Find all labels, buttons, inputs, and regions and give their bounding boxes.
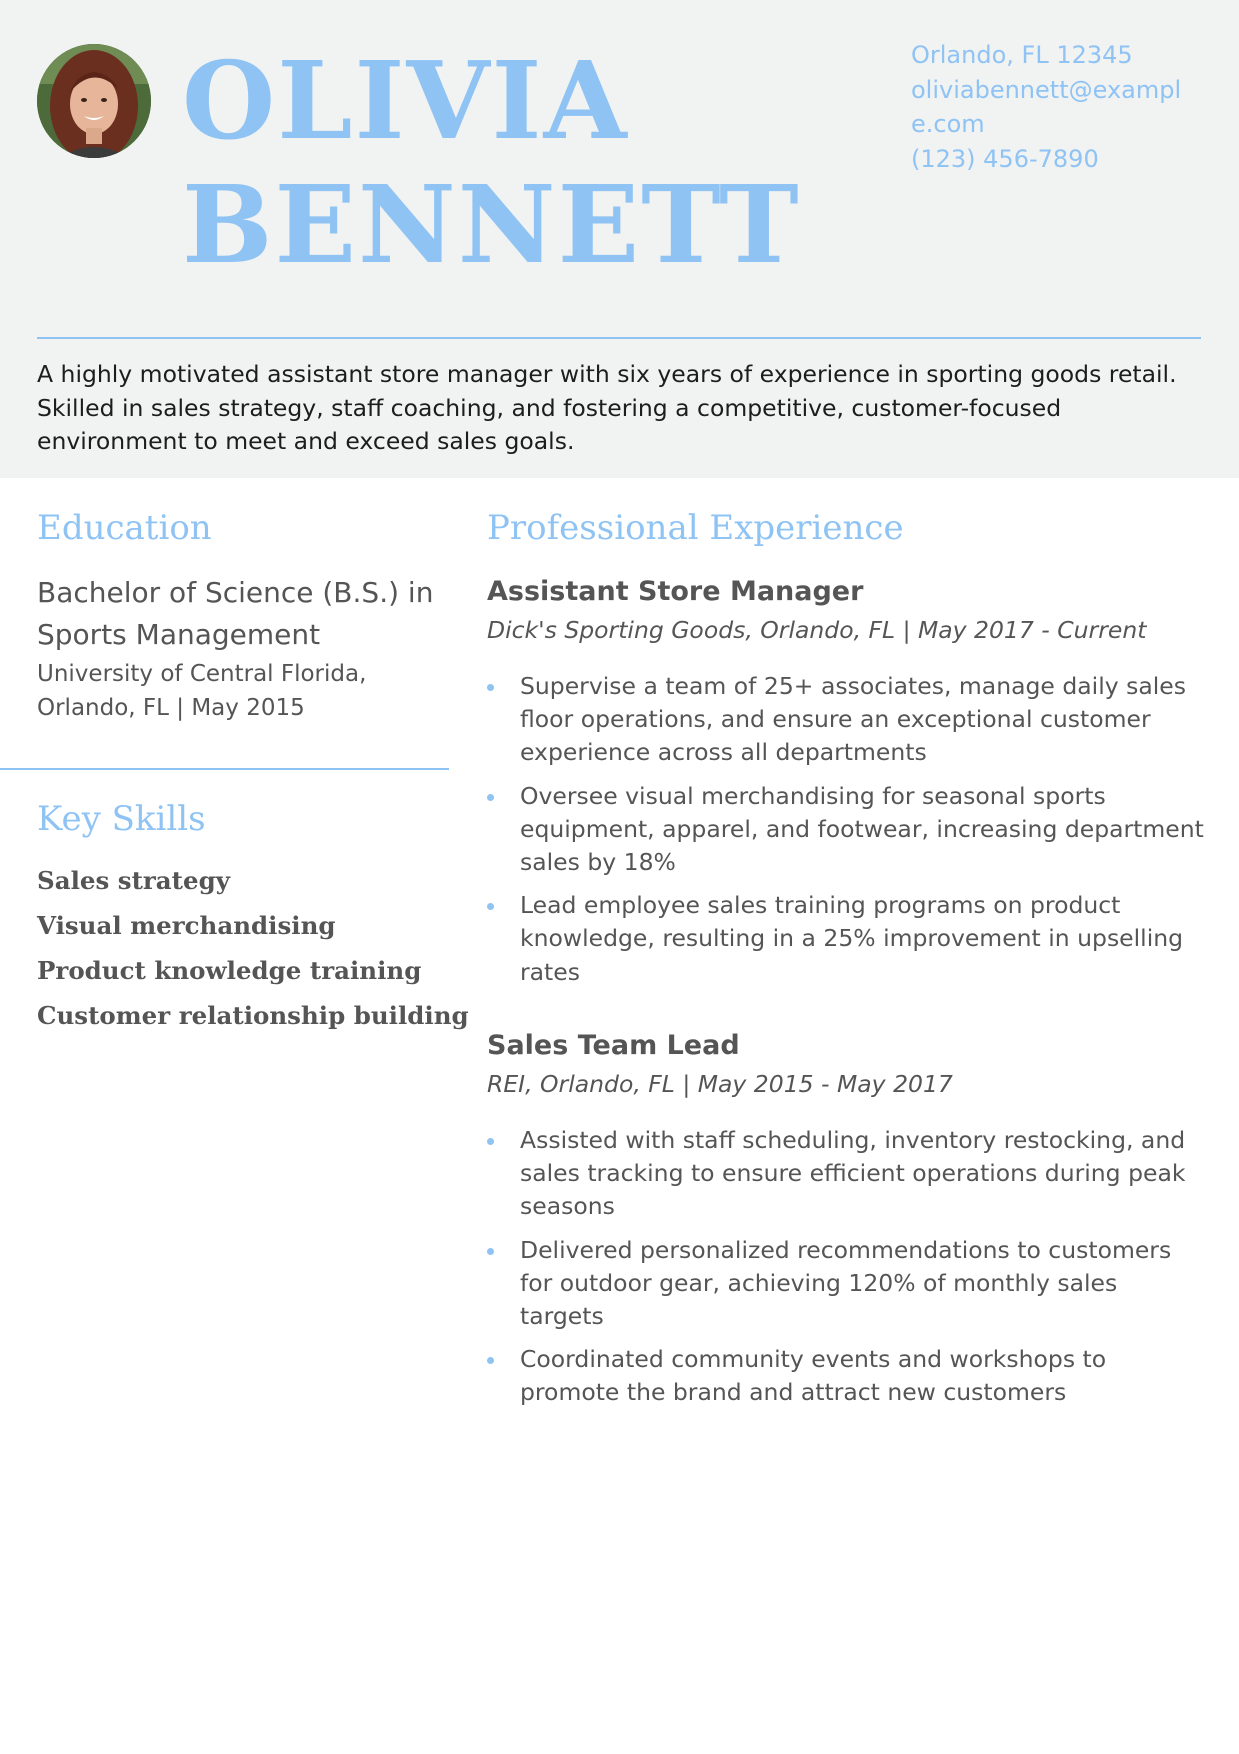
- job-bullet-text: Delivered personalized recommendations to customers for outdoor gear, achieving 120% of monthly sales targets: [520, 1235, 1172, 1331]
- education-heading: Education: [37, 508, 212, 548]
- last-name: BENNETT: [182, 163, 801, 288]
- bullet-dot-icon: [487, 1248, 494, 1255]
- summary-text: A highly motivated assistant store manager with six years of experience in sporting goods retail. Skilled in sales strategy, staff coaching, and fostering a competitive, customer-focused environment to meet and exceed sales goals.: [37, 360, 1177, 455]
- job-bullet-text: Supervise a team of 25+ associates, manage daily sales floor operations, and ensure an exceptional customer experience across all departments: [520, 672, 1186, 767]
- contact-phone[interactable]: (123) 456-7890: [911, 144, 1099, 173]
- bullet-dot-icon: [487, 1357, 494, 1364]
- skill-item: Sales strategy: [37, 866, 230, 895]
- skill-item: Visual merchandising: [37, 911, 336, 940]
- skill-item: Customer relationship building: [37, 1001, 469, 1030]
- skills-heading: Key Skills: [37, 799, 206, 839]
- job-bullet-text: Assisted with staff scheduling, inventory restocking, and sales tracking to ensure efficient operations during peak seasons: [520, 1126, 1186, 1221]
- candidate-name: [182, 40, 801, 288]
- education-degree: Bachelor of Science (B.S.) in Sports Management: [37, 576, 434, 651]
- first-name: OLIVIA: [182, 39, 629, 164]
- header-divider: [37, 337, 1201, 339]
- bullet-dot-icon: [487, 684, 494, 691]
- job-bullet-text: Coordinated community events and workshops to promote the brand and attract new customers: [520, 1345, 1107, 1407]
- contact-info: [911, 38, 1201, 176]
- bullet-dot-icon: [487, 794, 494, 801]
- education-school: University of Central Florida, Orlando, FL | May 2015: [37, 661, 367, 721]
- job-meta: REI, Orlando, FL | May 2015 - May 2017: [487, 1070, 953, 1098]
- contact-email[interactable]: oliviabennett@example.com: [911, 75, 1182, 138]
- contact-address: Orlando, FL 12345: [911, 41, 1133, 69]
- skill-item: Product knowledge training: [37, 956, 422, 985]
- job-bullet-text: Lead employee sales training programs on product knowledge, resulting in a 25% improvement in upselling rates: [520, 891, 1184, 986]
- profile-photo-image: [37, 44, 151, 158]
- job-title: Assistant Store Manager: [487, 576, 864, 607]
- skills-list: [37, 862, 469, 1042]
- job-bullet-text: Oversee visual merchandising for seasonal sports equipment, apparel, and footwear, increasing department sales by 18%: [520, 781, 1204, 877]
- job-title: Sales Team Lead: [487, 1030, 740, 1061]
- left-column-divider: [0, 768, 449, 770]
- job-bullet: [487, 889, 1207, 989]
- job-bullets: [487, 1124, 1207, 1420]
- job-bullet: [487, 780, 1207, 880]
- profile-photo: [37, 44, 151, 158]
- job-bullet: [487, 1124, 1207, 1224]
- bullet-dot-icon: [487, 1138, 494, 1145]
- job-bullet: [487, 670, 1207, 770]
- job-meta: Dick's Sporting Goods, Orlando, FL | May 2017 - Current: [487, 616, 1147, 644]
- job-bullet: [487, 1234, 1207, 1334]
- bullet-dot-icon: [487, 903, 494, 910]
- job-bullet: [487, 1343, 1207, 1409]
- experience-heading: Professional Experience: [487, 508, 904, 548]
- header-band: [0, 0, 1239, 478]
- job-bullets: [487, 670, 1207, 999]
